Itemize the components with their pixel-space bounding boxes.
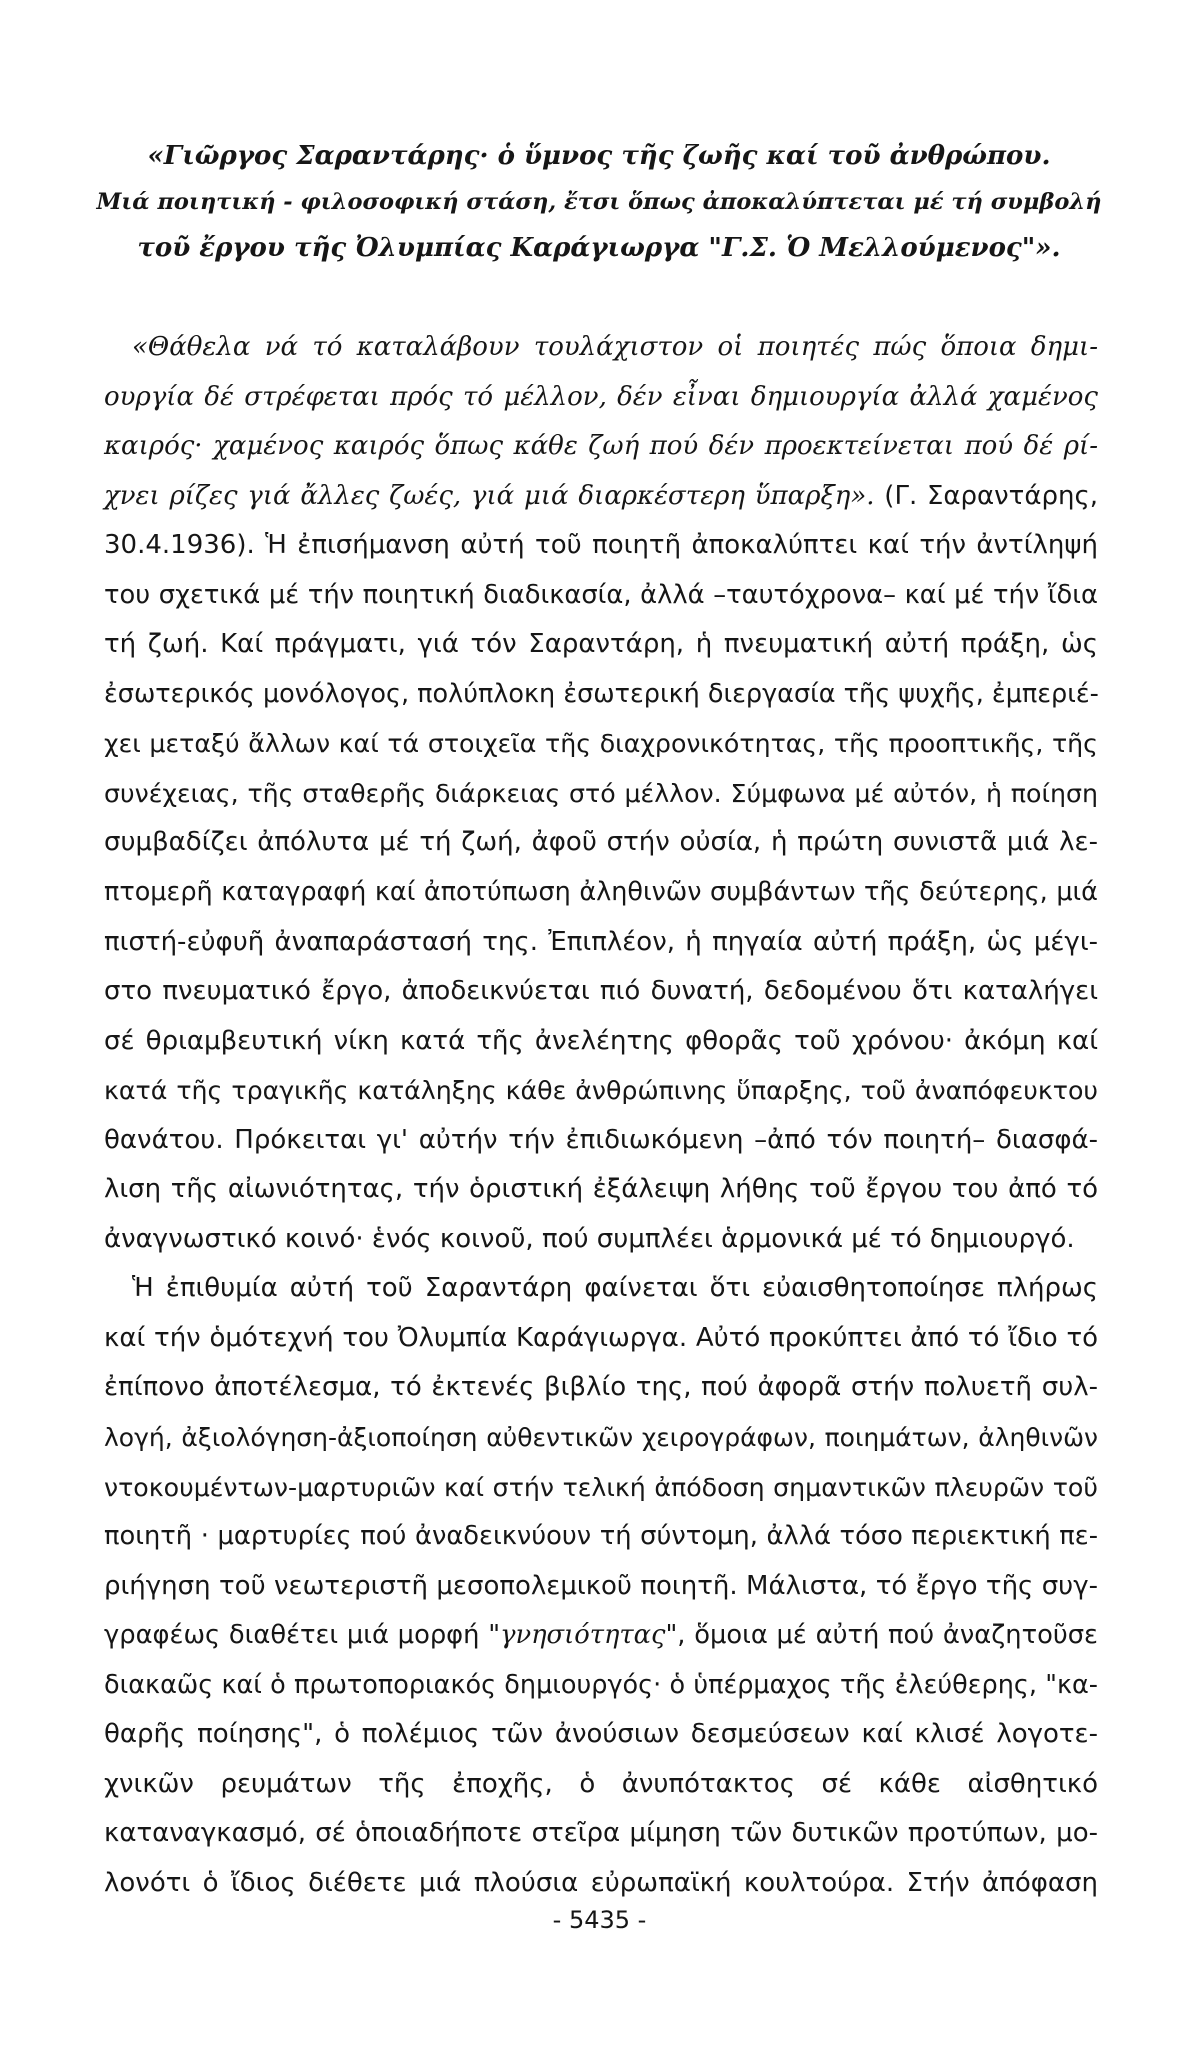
text-line: διακαῶς καί ὁ πρωτοποριακός δημιουργός· ὁ ὑπέρμαχος τῆς ἐλεύθερης, "κα-: [104, 1669, 1098, 1700]
quote-text: χνει ρίζες γιά ἄλλες ζωές, γιά μιά διαρκέστερη ὕπαρξη».: [104, 480, 875, 511]
text-line: πιστή-εὐφυῆ ἀναπαράστασή της. Ἐπιπλέον, ἡ πηγαία αὐτή πράξη, ὡς μέγι-: [104, 926, 1098, 957]
text-line: θανάτου. Πρόκειται γι' αὐτήν τήν ἐπιδιωκόμενη –ἀπό τόν ποιητή– διασφά-: [104, 1124, 1098, 1155]
text-line: κατά τῆς τραγικῆς κατάληξης κάθε ἀνθρώπινης ὕπαρξης, τοῦ ἀναπόφευκτου: [104, 1076, 1098, 1106]
title-line: «Γιῶργος Σαραντάρης· ὁ ὕμνος τῆς ζωῆς καί τοῦ ἀνθρώπου.: [147, 141, 1051, 171]
text-line: λονότι ὁ ἴδιος διέθετε μιά πλούσια εὐρωπαϊκή κουλτούρα. Στήν ἀπόφαση: [104, 1867, 1098, 1898]
text-line: συμβαδίζει ἀπόλυτα μέ τή ζωή, ἀφοῦ στήν οὐσία, ἡ πρώτη συνιστᾶ μιά λε-: [104, 827, 1098, 858]
text-line: χνικῶν ρευμάτων τῆς ἐποχῆς, ὁ ἀνυπότακτος σέ κάθε αἰσθητικό: [104, 1768, 1098, 1799]
text-line: τή ζωή. Καί πράγματι, γιά τόν Σαραντάρη, ἡ πνευματική αὐτή πράξη, ὡς: [104, 629, 1098, 660]
text-line: σέ θριαμβευτική νίκη κατά τῆς ἀνελέητης φθορᾶς τοῦ χρόνου· ἀκόμη καί: [104, 1025, 1098, 1056]
title-line: Μιά ποιητική - φιλοσοφική στάση, ἔτσι ὅπως ἀποκαλύπτεται μέ τή συμβολή: [96, 189, 1102, 215]
emphasis-text: γνησιότητας: [500, 1620, 666, 1651]
text-line: καί τήν ὁμότεχνή του Ὀλυμπία Καράγιωργα. Αὐτό προκύπτει ἀπό τό ἴδιο τό: [104, 1322, 1098, 1353]
text-line: ἀναγνωστικό κοινό· ἑνός κοινοῦ, πού συμπλέει ἁρμονικά μέ τό δημιουργό.: [104, 1223, 1075, 1254]
quote-text: ουργία δέ στρέφεται πρός τό μέλλον, δέν εἶναι δημιουργία ἀλλά χαμένος: [104, 381, 1098, 412]
text-line: θαρῆς ποίησης", ὁ πολέμιος τῶν ἀνούσιων δεσμεύσεων καί κλισέ λογοτε-: [104, 1719, 1098, 1750]
text-segment: γραφέως διαθέτει μιά μορφή ": [104, 1620, 501, 1651]
text-line: καταναγκασμό, σέ ὁποιαδήποτε στεῖρα μίμηση τῶν δυτικῶν προτύπων, μο-: [104, 1818, 1098, 1849]
text-line: ντοκουμέντων-μαρτυριῶν καί στήν τελική ἀπόδοση σημαντικῶν πλευρῶν τοῦ: [104, 1472, 1098, 1502]
text-line: ἐπίπονο ἀποτέλεσμα, τό ἐκτενές βιβλίο της, πού ἀφορᾶ στήν πολυετῆ συλ-: [104, 1372, 1098, 1403]
text-line: ποιητῆ · μαρτυρίες πού ἀναδεικνύουν τή σύντομη, ἀλλά τόσο περιεκτική πε-: [104, 1521, 1098, 1552]
text-line: λιση τῆς αἰωνιότητας, τήν ὁριστική ἐξάλειψη λήθης τοῦ ἔργου του ἀπό τό: [104, 1174, 1098, 1205]
text-segment: ", ὅμοια μέ αὐτή πού ἀναζητοῦσε: [665, 1620, 1098, 1651]
quote-text: «Θάθελα νά τό καταλάβουν τουλάχιστον οἱ ποιητές πώς ὅποια δημι-: [132, 332, 1098, 362]
text-line: πτομερῆ καταγραφή καί ἀποτύπωση ἀληθινῶν συμβάντων τῆς δεύτερης, μιά: [104, 877, 1098, 908]
text-line: του σχετικά μέ τήν ποιητική διαδικασία, ἀλλά –ταυτόχρονα– καί μέ τήν ἴδια: [104, 579, 1098, 610]
text-line: [104, 373, 1098, 423]
text-line: λογή, ἀξιολόγηση-ἀξιοποίηση αὐθεντικῶν χειρογράφων, ποιημάτων, ἀληθινῶν: [104, 1423, 1098, 1453]
text-line: [104, 472, 1098, 522]
text-line: [104, 1611, 1098, 1661]
article-title: [96, 133, 1102, 271]
text-line: Ἡ ἐπιθυμία αὐτή τοῦ Σαραντάρη φαίνεται ὅτι εὐαισθητοποίησε πλήρως: [132, 1273, 1098, 1304]
text-line: στο πνευματικό ἔργο, ἀποδεικνύεται πιό δυνατή, δεδομένου ὅτι καταλήγει: [104, 976, 1098, 1007]
text-line: [104, 323, 1098, 373]
body-text: [104, 323, 1098, 1909]
text-line: συνέχειας, τῆς σταθερῆς διάρκειας στό μέλλον. Σύμφωνα μέ αὐτόν, ἡ ποίηση: [104, 778, 1098, 808]
text-line: ἐσωτερικός μονόλογος, πολύπλοκη ἐσωτερική διεργασία τῆς ψυχῆς, ἐμπεριέ-: [104, 678, 1099, 709]
title-line: τοῦ ἔργου τῆς Ὀλυμπίας Καράγιωργα "Γ.Σ. Ὁ Μελλούμενος"».: [137, 233, 1061, 263]
text-line: [104, 422, 1098, 472]
text-line: χει μεταξύ ἄλλων καί τά στοιχεῖα τῆς διαχρονικότητας, τῆς προοπτικῆς, τῆς: [104, 729, 1098, 759]
text-line: ριήγηση τοῦ νεωτεριστῆ μεσοπολεμικοῦ ποιητῆ. Μάλιστα, τό ἔργο τῆς συγ-: [104, 1570, 1098, 1601]
quote-text: καιρός· χαμένος καιρός ὅπως κάθε ζωή πού δέν προεκτείνεται πού δέ ρί-: [104, 431, 1098, 462]
citation-text: (Γ. Σαραντάρης,: [874, 480, 1098, 511]
page-number: - 5435 -: [552, 1906, 647, 1934]
text-line: 30.4.1936). Ἡ ἐπισήμανση αὐτή τοῦ ποιητῆ ἀποκαλύπτει καί τήν ἀντίληψή: [104, 530, 1098, 561]
